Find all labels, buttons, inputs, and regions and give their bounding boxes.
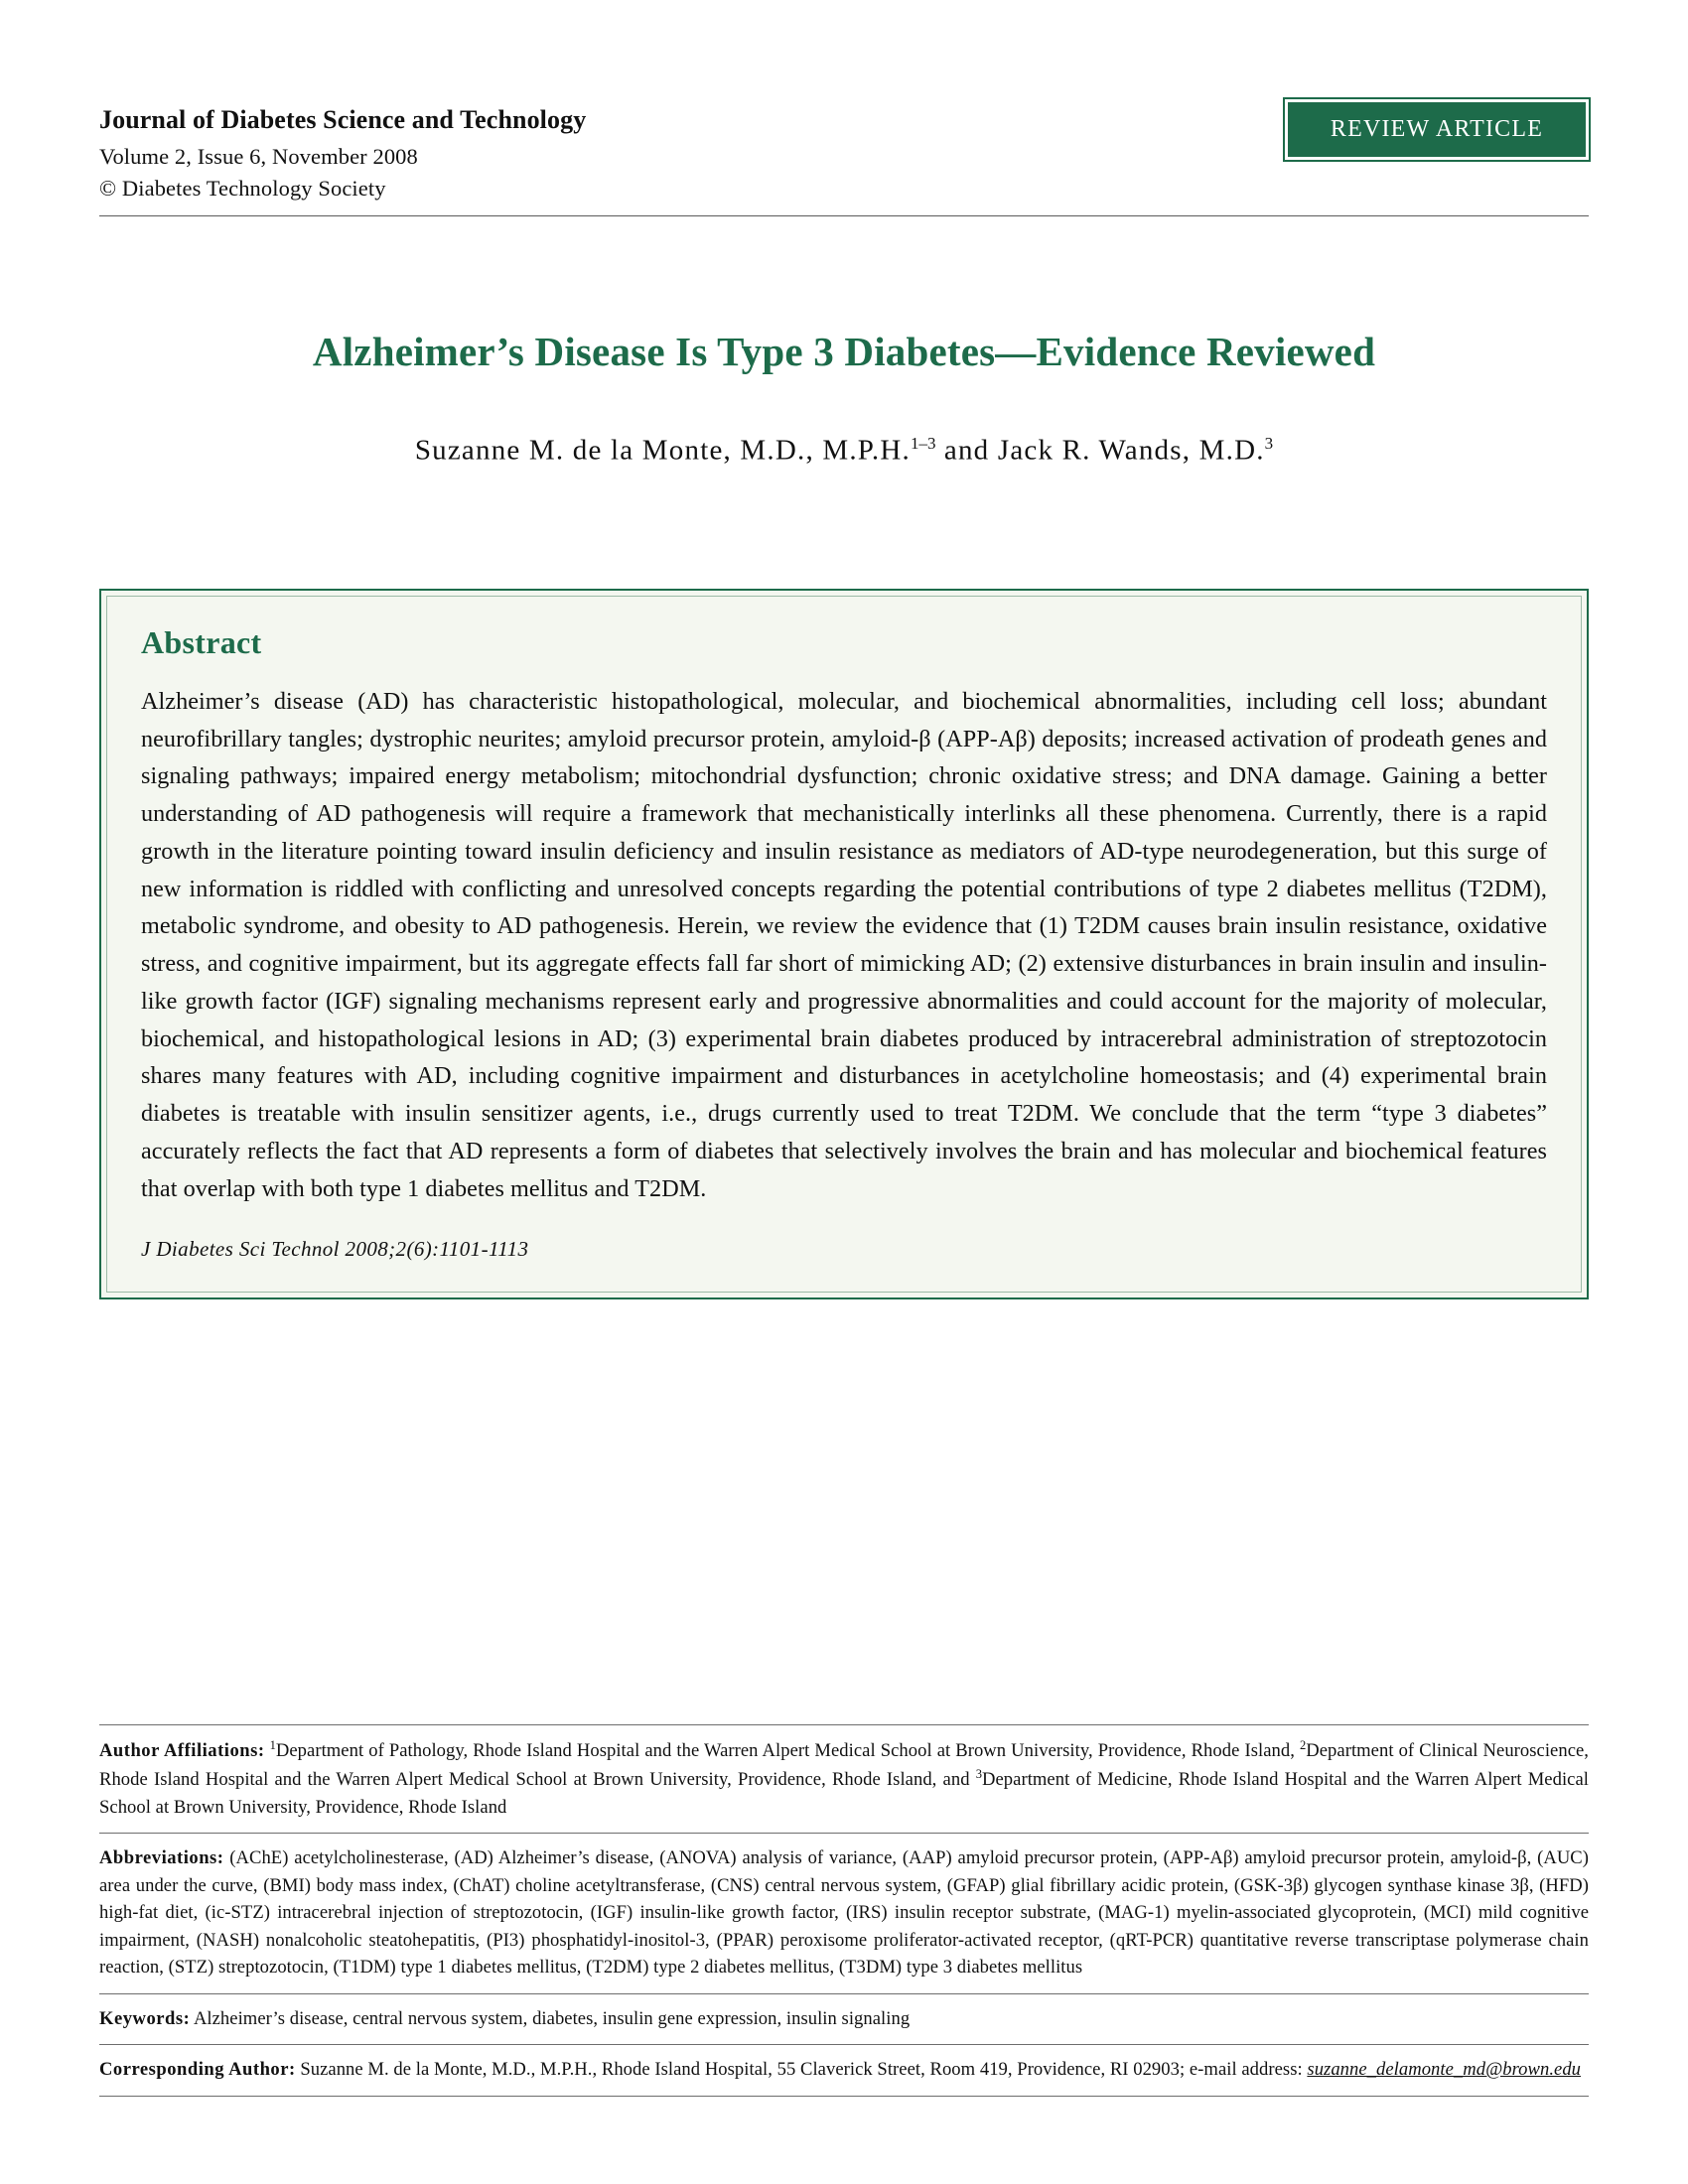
corresponding-author-text: Suzanne M. de la Monte, M.D., M.P.H., Rhode Island Hospital, 55 Claverick Street, Room 419, Providence, RI 02903; e-mail address: <box>295 2059 1308 2081</box>
corresponding-author-label: Corresponding Author: <box>99 2059 296 2081</box>
affiliation-marker-2: 2 <box>1299 1738 1307 1753</box>
corresponding-author-email-link[interactable]: suzanne_delamonte_md@brown.edu <box>1307 2059 1582 2081</box>
author-affiliations-text-1: Department of Pathology, Rhode Island Hospital and the Warren Alpert Medical School at Brown University, Providence, Rhode Island, <box>275 1740 1300 1762</box>
abbreviations <box>99 1834 1589 1993</box>
journal-volume-line: Volume 2, Issue 6, November 2008 <box>99 144 418 169</box>
keywords <box>99 1994 1589 2045</box>
author-name-1: Suzanne M. de la Monte, M.D., M.P.H. <box>414 434 911 467</box>
abstract-body: Alzheimer’s disease (AD) has characteristic histopathological, molecular, and biochemical abnormalities, including cell loss; abundant neurofibrillary tangles; dystrophic neurites; amyloid precursor protein, amyloid-β (APP-Aβ) deposits; increased activation of prodeath genes and signaling pathways; impaired energy metabolism; mitochondrial dysfunction; chronic oxidative stress; and DNA damage. Gaining a better understanding of AD pathogenesis will require a framework that mechanistically interlinks all these phenomena. Currently, there is a rapid growth in the literature pointing toward insulin deficiency and insulin resistance as mediators of AD-type neurodegeneration, but this surge of new information is riddled with conflicting and unresolved concepts regarding the potential contributions of type 2 diabetes mellitus (T2DM), metabolic syndrome, and obesity to AD pathogenesis. Herein, we review the evidence that (1) T2DM causes brain insulin resistance, oxidative stress, and cognitive impairment, but its aggregate effects fall far short of mimicking AD; (2) extensive disturbances in brain insulin and insulin-like growth factor (IGF) signaling mechanisms represent early and progressive abnormalities and could account for the majority of molecular, biochemical, and histopathological lesions in AD; (3) experimental brain diabetes produced by intracerebral administration of streptozotocin shares many features with AD, including cognitive impairment and disturbances in acetylcholine homeostasis; and (4) experimental brain diabetes is treatable with insulin sensitizer agents, i.e., drugs currently used to treat T2DM. We conclude that the term “type 3 diabetes” accurately reflects the fact that AD represents a form of diabetes that selectively involves the brain and has molecular and biochemical features that overlap with both type 1 diabetes mellitus and T2DM. <box>141 687 1547 1202</box>
page-title: Alzheimer’s Disease Is Type 3 Diabetes—Evidence Reviewed <box>312 329 1376 374</box>
abstract-box <box>99 589 1589 1300</box>
author-affiliations-text-3: Department of Medicine, Rhode Island Hospital and the Warren Alpert Medical School at Brown University, Providence, Rhode Island <box>99 1769 1589 1818</box>
affiliation-marker-3: 3 <box>975 1767 983 1782</box>
footnotes <box>99 1724 1589 2097</box>
author-affiliation-marker-2: 3 <box>1264 434 1274 454</box>
affiliation-marker-1: 1 <box>269 1738 276 1753</box>
header-divider <box>99 215 1589 216</box>
keywords-label: Keywords: <box>99 2007 191 2029</box>
author-affiliation-marker-1: 1–3 <box>910 434 936 454</box>
author-list <box>99 434 1589 468</box>
corresponding-author <box>99 2045 1589 2096</box>
footnote-divider-5 <box>99 2096 1589 2097</box>
journal-title: Journal of Diabetes Science and Technology <box>99 105 587 134</box>
keywords-text: Alzheimer’s disease, central nervous system, diabetes, insulin gene expression, insulin signaling <box>190 2007 911 2029</box>
journal-copyright-line: © Diabetes Technology Society <box>99 176 386 201</box>
author-connector: and <box>935 434 998 467</box>
abbreviations-label: Abbreviations: <box>99 1847 224 1869</box>
abstract-heading: Abstract <box>141 623 262 660</box>
author-affiliations-text-2: Department of Clinical Neuroscience, Rhode Island Hospital and the Warren Alpert Medical School at Brown University, Providence, Rhode Island, and <box>99 1740 1590 1791</box>
review-article-badge-label: REVIEW ARTICLE <box>1330 116 1544 142</box>
review-article-badge <box>1285 99 1589 160</box>
masthead <box>99 0 1589 216</box>
abstract-citation: J Diabetes Sci Technol 2008;2(6):1101-1113 <box>141 1237 529 1262</box>
author-affiliations-label: Author Affiliations: <box>99 1740 265 1762</box>
author-affiliations <box>99 1725 1589 1833</box>
author-name-2: Jack R. Wands, M.D. <box>997 434 1265 467</box>
abbreviations-text: (AChE) acetylcholinesterase, (AD) Alzheimer’s disease, (ANOVA) analysis of variance, (AAP) amyloid precursor protein, (APP-Aβ) amyloid precursor protein, amyloid-β, (AUC) area under the curve, (BMI) body mass index, (ChAT) choline acetyltransferase, (CNS) central nervous system, (GFAP) glial fibrillary acidic protein, (GSK-3β) glycogen synthase kinase 3β, (HFD) high-fat diet, (ic-STZ) intracerebral injection of streptozotocin, (IGF) insulin-like growth factor, (IRS) insulin receptor substrate, (MAG-1) myelin-associated glycoprotein, (MCI) mild cognitive impairment, (NASH) nonalcoholic steatohepatitis, (PI3) phosphatidyl-inositol-3, (PPAR) peroxisome proliferator-activated receptor, (qRT-PCR) quantitative reverse transcriptase polymerase chain reaction, (STZ) streptozotocin, (T1DM) type 1 diabetes mellitus, (T2DM) type 2 diabetes mellitus, (T3DM) type 3 diabetes mellitus <box>99 1847 1589 1979</box>
